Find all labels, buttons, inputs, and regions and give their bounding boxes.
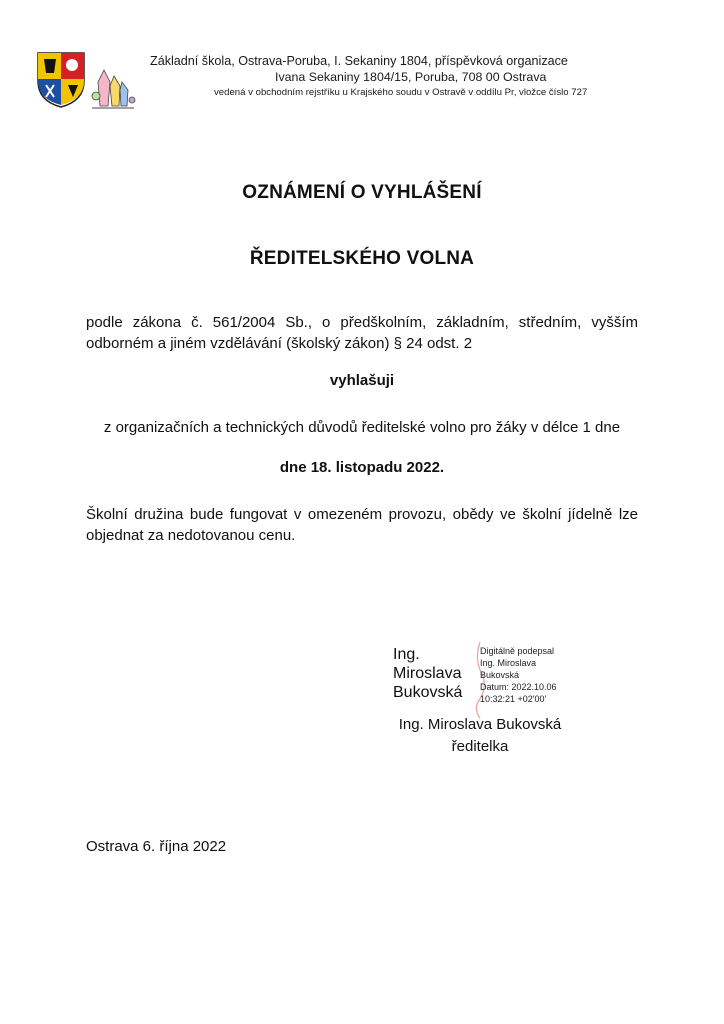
school-figures-logo (88, 66, 136, 112)
signer-block (396, 714, 564, 758)
reason-text: z organizačních a technických důvodů ředitelské volno pro žáky v délce 1 dne (103, 419, 621, 436)
registry-note-header: vedená v obchodním rejstříku u Krajského soudu v Ostravě v oddílu Pr, vložce číslo 727 (214, 87, 588, 98)
after-school-notice: Školní družina bude fungovat v omezeném provozu, obědy ve školní jídelně lze objednat za nedotovanou cenu. (86, 506, 638, 544)
school-name-header: Základní škola, Ostrava-Poruba, I. Sekaniny 1804, příspěvková organizace (150, 54, 568, 68)
digital-signature-name: Ing. Miroslava Bukovská (393, 646, 463, 701)
signer-role: ředitelka (451, 738, 509, 755)
document-title-line1: OZNÁMENÍ O VYHLÁŠENÍ (242, 182, 482, 203)
document-title-line2: ŘEDITELSKÉHO VOLNA (249, 248, 475, 269)
place-and-date: Ostrava 6. října 2022 (86, 838, 227, 855)
law-reference-paragraph: podle zákona č. 561/2004 Sb., o předškolním, základním, středním, vyšším odborném a jiném vzdělávání (školský zákon) § 24 odst. 2 (86, 314, 638, 352)
school-crest-logo (36, 51, 86, 109)
holiday-date: dne 18. listopadu 2022. (279, 459, 445, 476)
signer-name: Ing. Miroslava Bukovská (398, 716, 562, 733)
declaration-text: vyhlašuji (329, 372, 395, 389)
school-address-header: Ivana Sekaniny 1804/15, Poruba, 708 00 Ostrava (275, 70, 547, 84)
digital-signature-stamp: Digitálně podepsal Ing. Miroslava Bukovská Datum: 2022.10.06 10:32:21 +02'00' (480, 646, 557, 704)
